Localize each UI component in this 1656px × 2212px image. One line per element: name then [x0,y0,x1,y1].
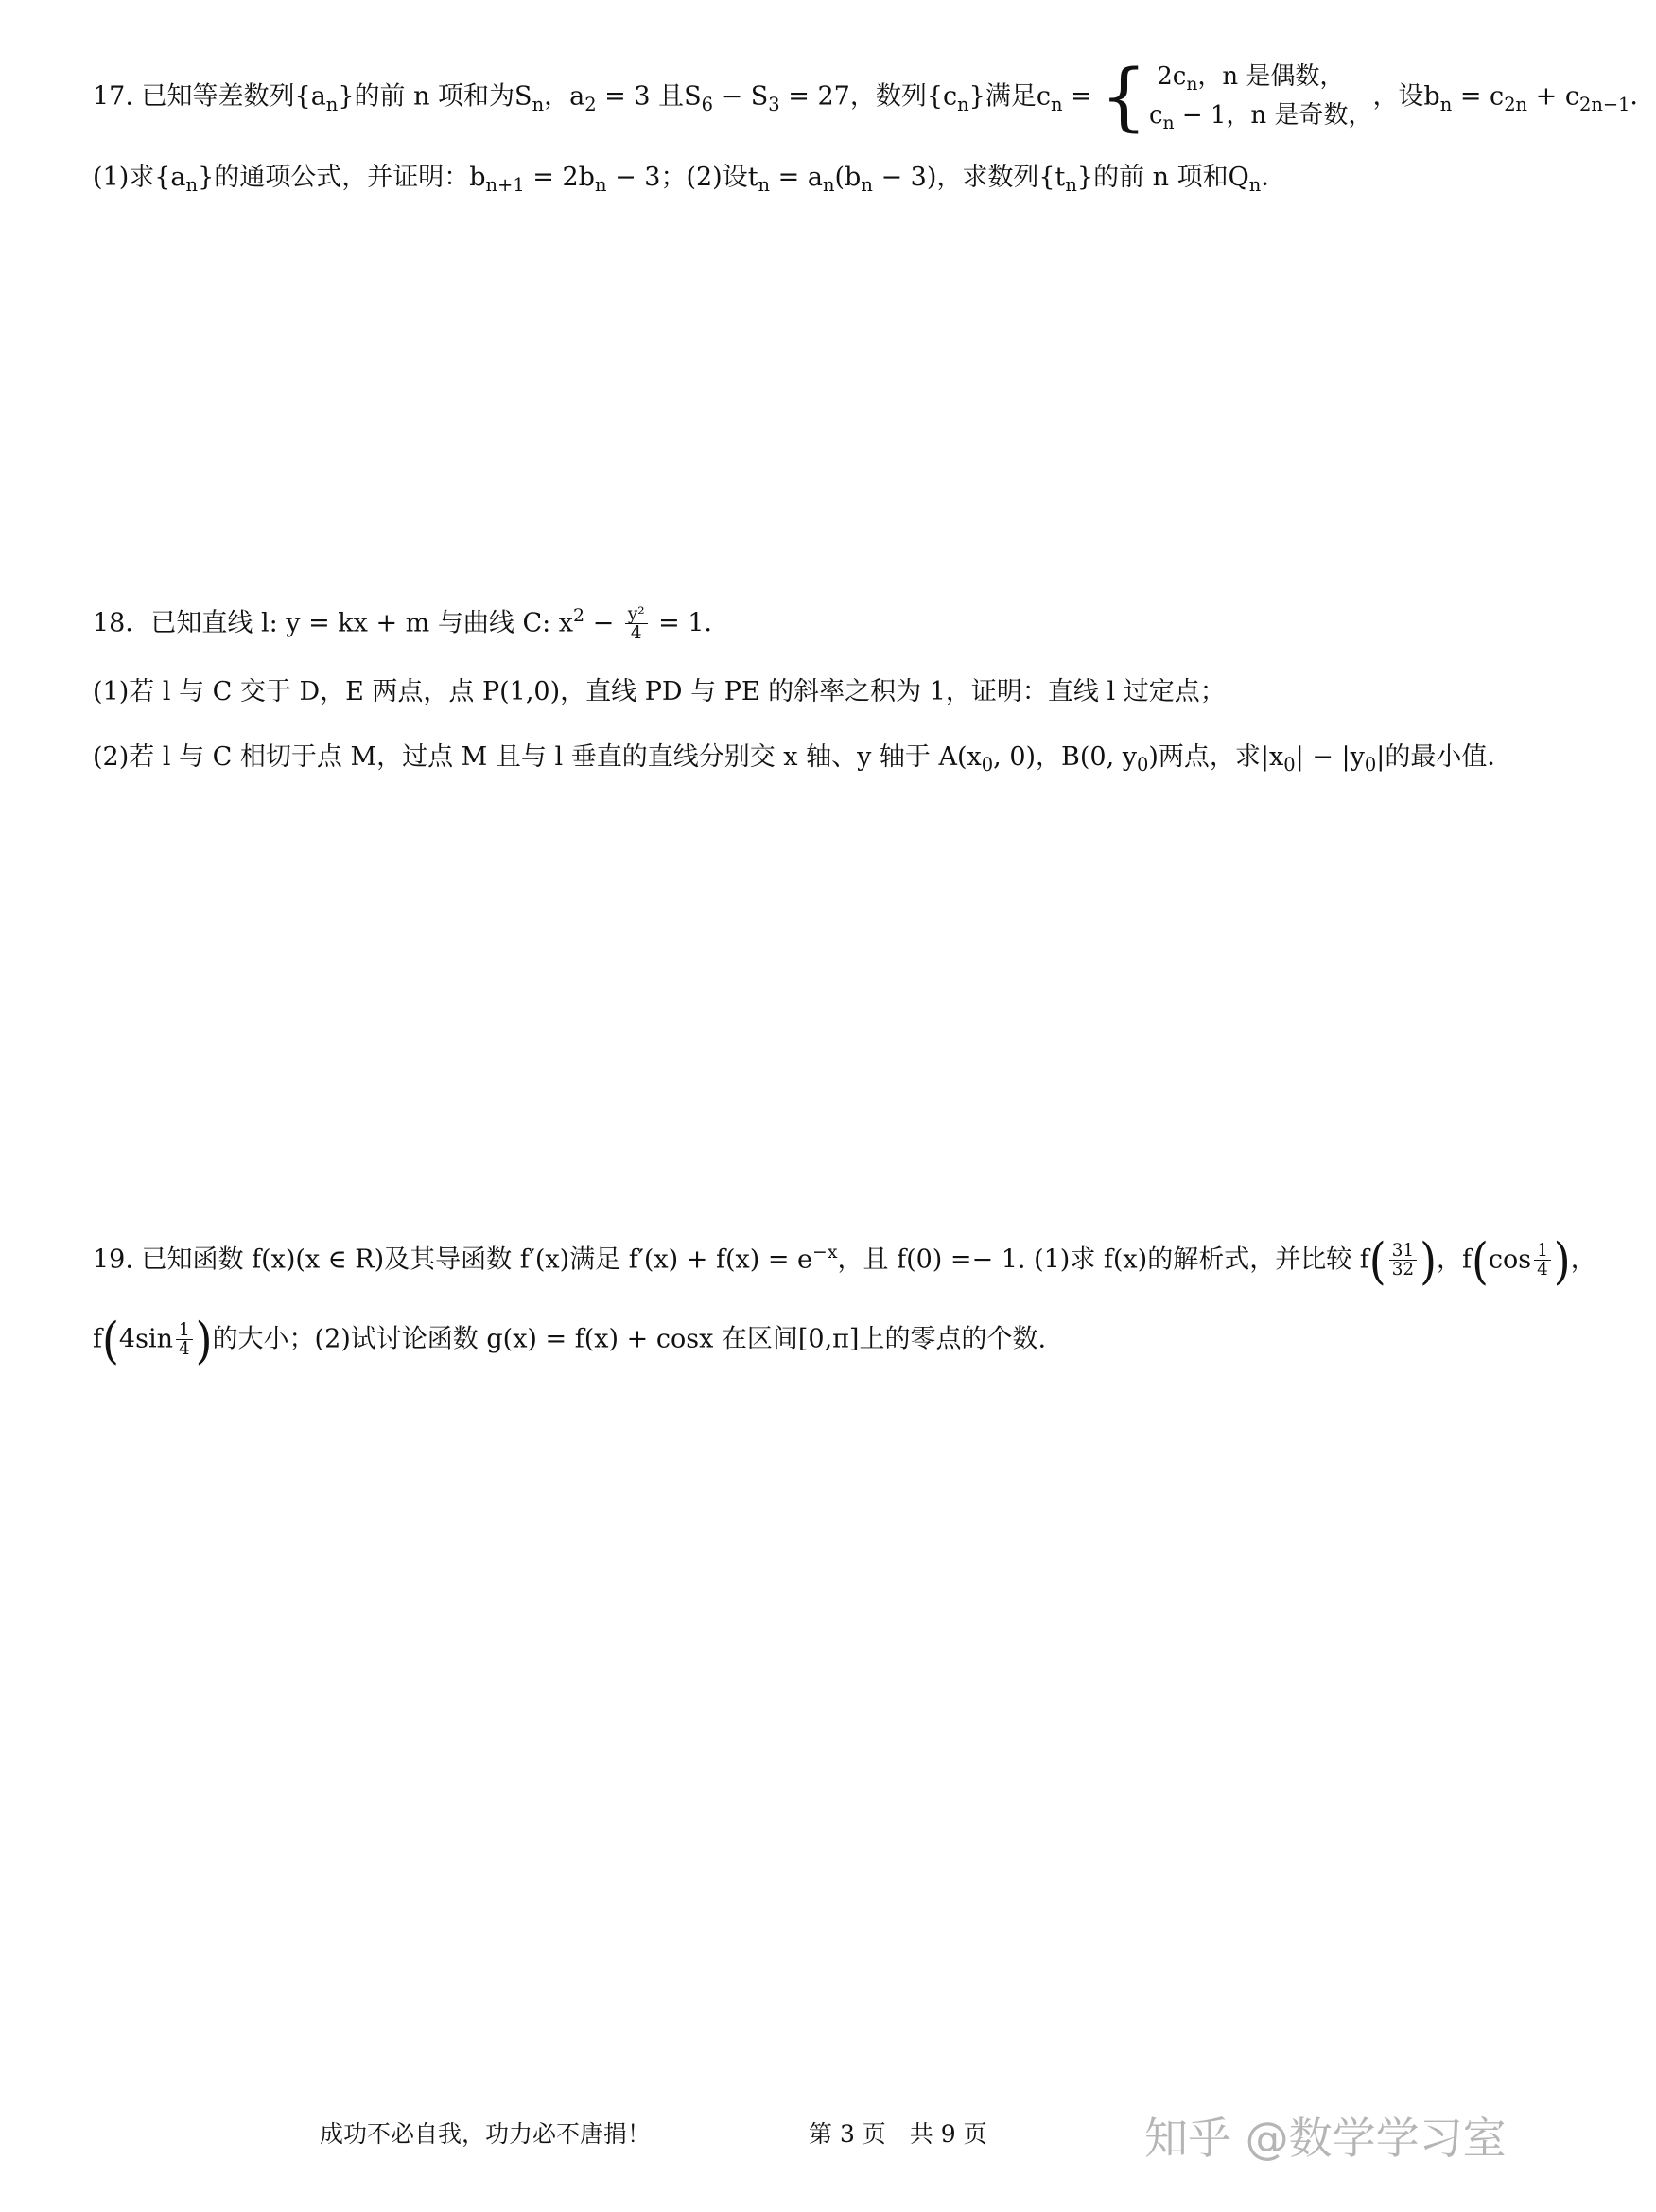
question-17-line2: (1)求$\{a_n\}$的通项公式，并证明：$b_{n+1} = 2b_n - 3$；(2)设$t_n = a_n(b_n - 3)$，求数列$\{t_n\}$的前 n 项和$Q_n$． [93,163,1287,197]
question-18-part2: (2)若 l 与 C 相切于点 M，过点 M 且与 l 垂直的直线分别交 x 轴、y 轴于 $A(x_0$, 0)，B(0, $y_0$)两点，求$|x_0| - |y_0|$的最小值． [93,742,1513,776]
question-19-line2: f(4sin $\frac{1}{4}$ )的大小；(2)试讨论函数 g(x) = f(x) + cosx 在区间[0,π]上的零点的个数. [93,1310,1047,1369]
fraction-1-4-b: $\frac{1}{4}$ [176,1321,193,1359]
question-18-stem: 18．已知直线 l: y = kx + m 与曲线 C: $x^2$ − $\frac{\text{y²}}{4}$ = 1． [93,604,730,644]
question-18-part1: (1)若 l 与 C 交于 D，E 两点，点 P(1,0)，直线 PD 与 PE 的斜率之积为 1，证明：直线 l 过定点； [93,677,1226,706]
case-even: $2c_n$，n 是偶数， [1157,62,1345,95]
page-number: 第 3 页 共 9 页 [809,2120,987,2148]
watermark: 知乎 @数学学习室 [1144,2113,1507,2164]
fraction-31-32: $\frac{31}{32}$ [1389,1242,1417,1280]
fraction-1-4: $\frac{1}{4}$ [1534,1242,1551,1280]
case-odd: $c_n - 1$，n 是奇数， [1148,101,1373,133]
question-19-line1: 19. 已知函数 f(x)(x ∈ R)及其导函数 f′(x)满足 $f'(x) + f(x) = e^{-x}$，且 f(0) =− 1. (1)求 f(x)的解析式，并比较 f( $\frac{31}{32}$ )，f(cos $\frac{1}{4}$ )， [93,1230,1596,1290]
question-17-line1: 17. 已知等差数列$\{a_n\}$的前 n 项和为$S_n$，$a_2 = 3$ 且$S_6 - S_3 = 27$，数列$\{c_n\}$满足$c_n$ = { $2c_n$，n 是偶数， $c_n - 1$，n 是奇数， ，设$b_n = c_{2n} + c_{2n-1}$． [93,55,1656,140]
footer-motto: 成功不必自我，功力必不唐捐！ [320,2120,652,2148]
fraction-y2-over-4: $\frac{\text{y²}}{4}$ [625,605,648,643]
piecewise-definition: { $2c_n$，n 是偶数， $c_n - 1$，n 是奇数， [1100,55,1373,140]
